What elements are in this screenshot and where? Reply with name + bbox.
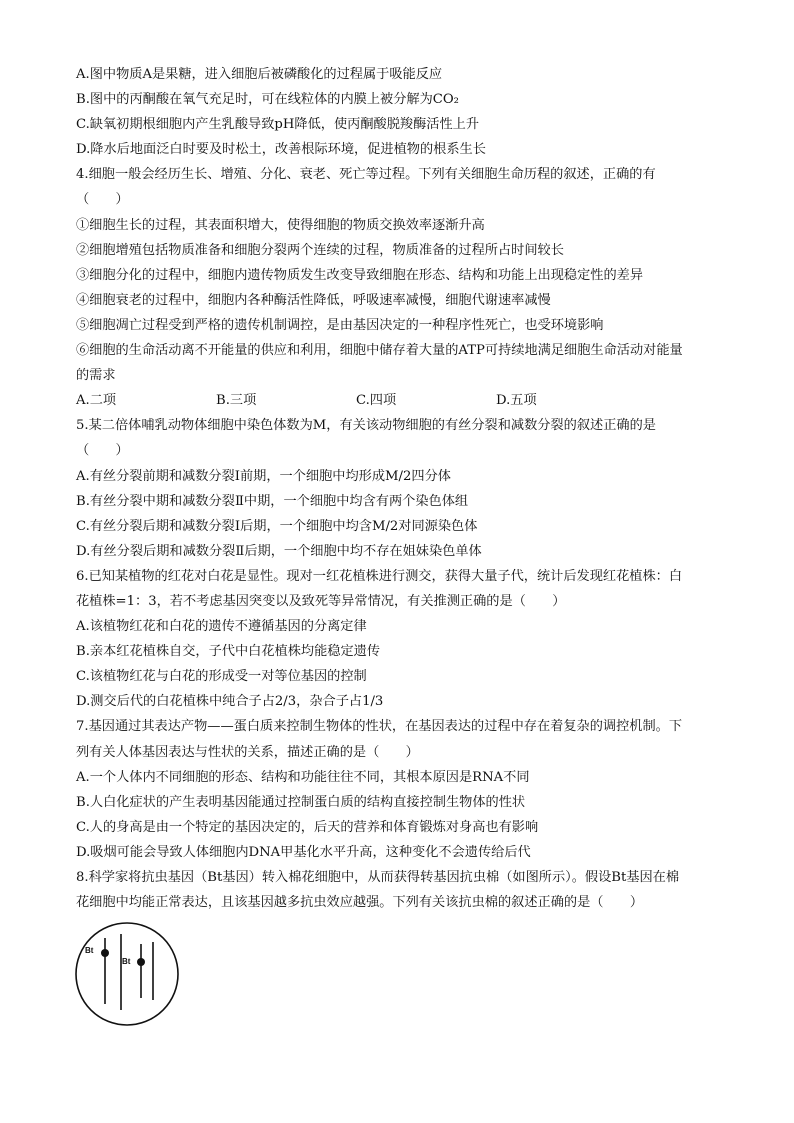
q6-option-c: C.该植物红花与白花的形成受一对等位基因的控制	[76, 669, 367, 685]
cell-chromosome-figure	[73, 920, 181, 1028]
q6-option-d: D.测交后代的白花植株中纯合子占2/3，杂合子占1/3	[76, 694, 384, 710]
exam-page	[76, 62, 726, 915]
q5-option-b: B.有丝分裂中期和减数分裂Ⅱ中期，一个细胞中均含有两个染色体组	[76, 493, 469, 509]
q4-answer-blank: （ ）	[76, 192, 129, 208]
q7-stem-cont: 列有关人体基因表达与性状的关系，描述正确的是（ ）	[76, 744, 419, 760]
q4-stem: 4.细胞一般会经历生长、增殖、分化、衰老、死亡等过程。下列有关细胞生命历程的叙述，正确的有	[76, 167, 656, 183]
q6-option-a: A.该植物红花和白花的遗传不遵循基因的分离定律	[76, 619, 367, 635]
q4-item-1: ①细胞生长的过程，其表面积增大，使得细胞的物质交换效率逐渐升高	[76, 217, 485, 233]
q4-option-d: D.五项	[496, 393, 537, 409]
q7-option-c: C.人的身高是由一个特定的基因决定的，后天的营养和体育锻炼对身高也有影响	[76, 819, 539, 835]
q3-option-b: B.图中的丙酮酸在氧气充足时，可在线粒体的内膜上被分解为CO₂	[76, 92, 459, 108]
q6-stem-cont: 花植株=1：3，若不考虑基因突变以及致死等异常情况，有关推测正确的是（ ）	[76, 593, 566, 609]
q4-item-3: ③细胞分化的过程中，细胞内遗传物质发生改变导致细胞在形态、结构和功能上出现稳定性的差异	[76, 267, 644, 283]
q5-option-c: C.有丝分裂后期和减数分裂Ⅰ后期，一个细胞中均含M/2对同源染色体	[76, 518, 478, 534]
q4-item-2: ②细胞增殖包括物质准备和细胞分裂两个连续的过程，物质准备的过程所占时间较长	[76, 242, 564, 258]
q3-option-a: A.图中物质A是果糖，进入细胞后被磷酸化的过程属于吸能反应	[76, 67, 443, 82]
bt-label-1: Bt	[85, 946, 94, 955]
q7-option-a: A.一个人体内不同细胞的形态、结构和功能往往不同，其根本原因是RNA不同	[76, 769, 530, 785]
q4-options	[76, 388, 726, 413]
bt-gene-marker-2	[137, 958, 145, 966]
cell-diagram	[73, 920, 181, 1028]
q6-option-b: B.亲本红花植株自交，子代中白花植株均能稳定遗传	[76, 644, 381, 660]
bt-label-2: Bt	[122, 957, 131, 966]
q5-option-a: A.有丝分裂前期和减数分裂Ⅰ前期，一个细胞中均形成M/2四分体	[76, 468, 451, 484]
q6-stem: 6.已知某植物的红花对白花是显性。现对一红花植株进行测交，获得大量子代，统计后发现红花植株：白	[76, 568, 683, 584]
q3-option-d: D.降水后地面泛白时要及时松土，改善根际环境，促进植物的根系生长	[76, 142, 486, 158]
q3-option-c: C.缺氧初期根细胞内产生乳酸导致pH降低，使丙酮酸脱羧酶活性上升	[76, 117, 480, 133]
q8-stem-cont: 花细胞中均能正常表达，且该基因越多抗虫效应越强。下列有关该抗虫棉的叙述正确的是（ ）	[76, 895, 644, 911]
q4-item-5: ⑤细胞凋亡过程受到严格的遗传机制调控，是由基因决定的一种程序性死亡，也受环境影响	[76, 317, 604, 333]
q4-option-a: A.二项	[76, 393, 117, 409]
q5-option-d: D.有丝分裂后期和减数分裂Ⅱ后期，一个细胞中均不存在姐妹染色单体	[76, 543, 482, 559]
q5-stem: 5.某二倍体哺乳动物体细胞中染色体数为M，有关该动物细胞的有丝分裂和减数分裂的叙述正确的是	[76, 418, 656, 434]
q4-item-6: ⑥细胞的生命活动离不开能量的供应和利用，细胞中储存着大量的ATP可持续地满足细胞生命活动对能量	[76, 343, 683, 359]
q7-option-d: D.吸烟可能会导致人体细胞内DNA甲基化水平升高，这种变化不会遗传给后代	[76, 844, 531, 860]
q4-item-4: ④细胞衰老的过程中，细胞内各种酶活性降低，呼吸速率减慢，细胞代谢速率减慢	[76, 292, 551, 308]
q4-item-6-cont: 的需求	[76, 368, 116, 384]
q5-answer-blank: （ ）	[76, 443, 129, 459]
q7-option-b: B.人白化症状的产生表明基因能通过控制蛋白质的结构直接控制生物体的性状	[76, 794, 526, 810]
cell-outline	[76, 923, 178, 1025]
q4-option-b: B.三项	[216, 393, 257, 409]
q4-option-c: C.四项	[356, 393, 397, 409]
q7-stem: 7.基因通过其表达产物——蛋白质来控制生物体的性状，在基因表达的过程中存在着复杂的调控机制。下	[76, 719, 683, 735]
bt-gene-marker-1	[101, 949, 109, 957]
q8-stem: 8.科学家将抗虫基因（Bt基因）转入棉花细胞中，从而获得转基因抗虫棉（如图所示）。假设Bt基因在棉	[76, 870, 680, 885]
